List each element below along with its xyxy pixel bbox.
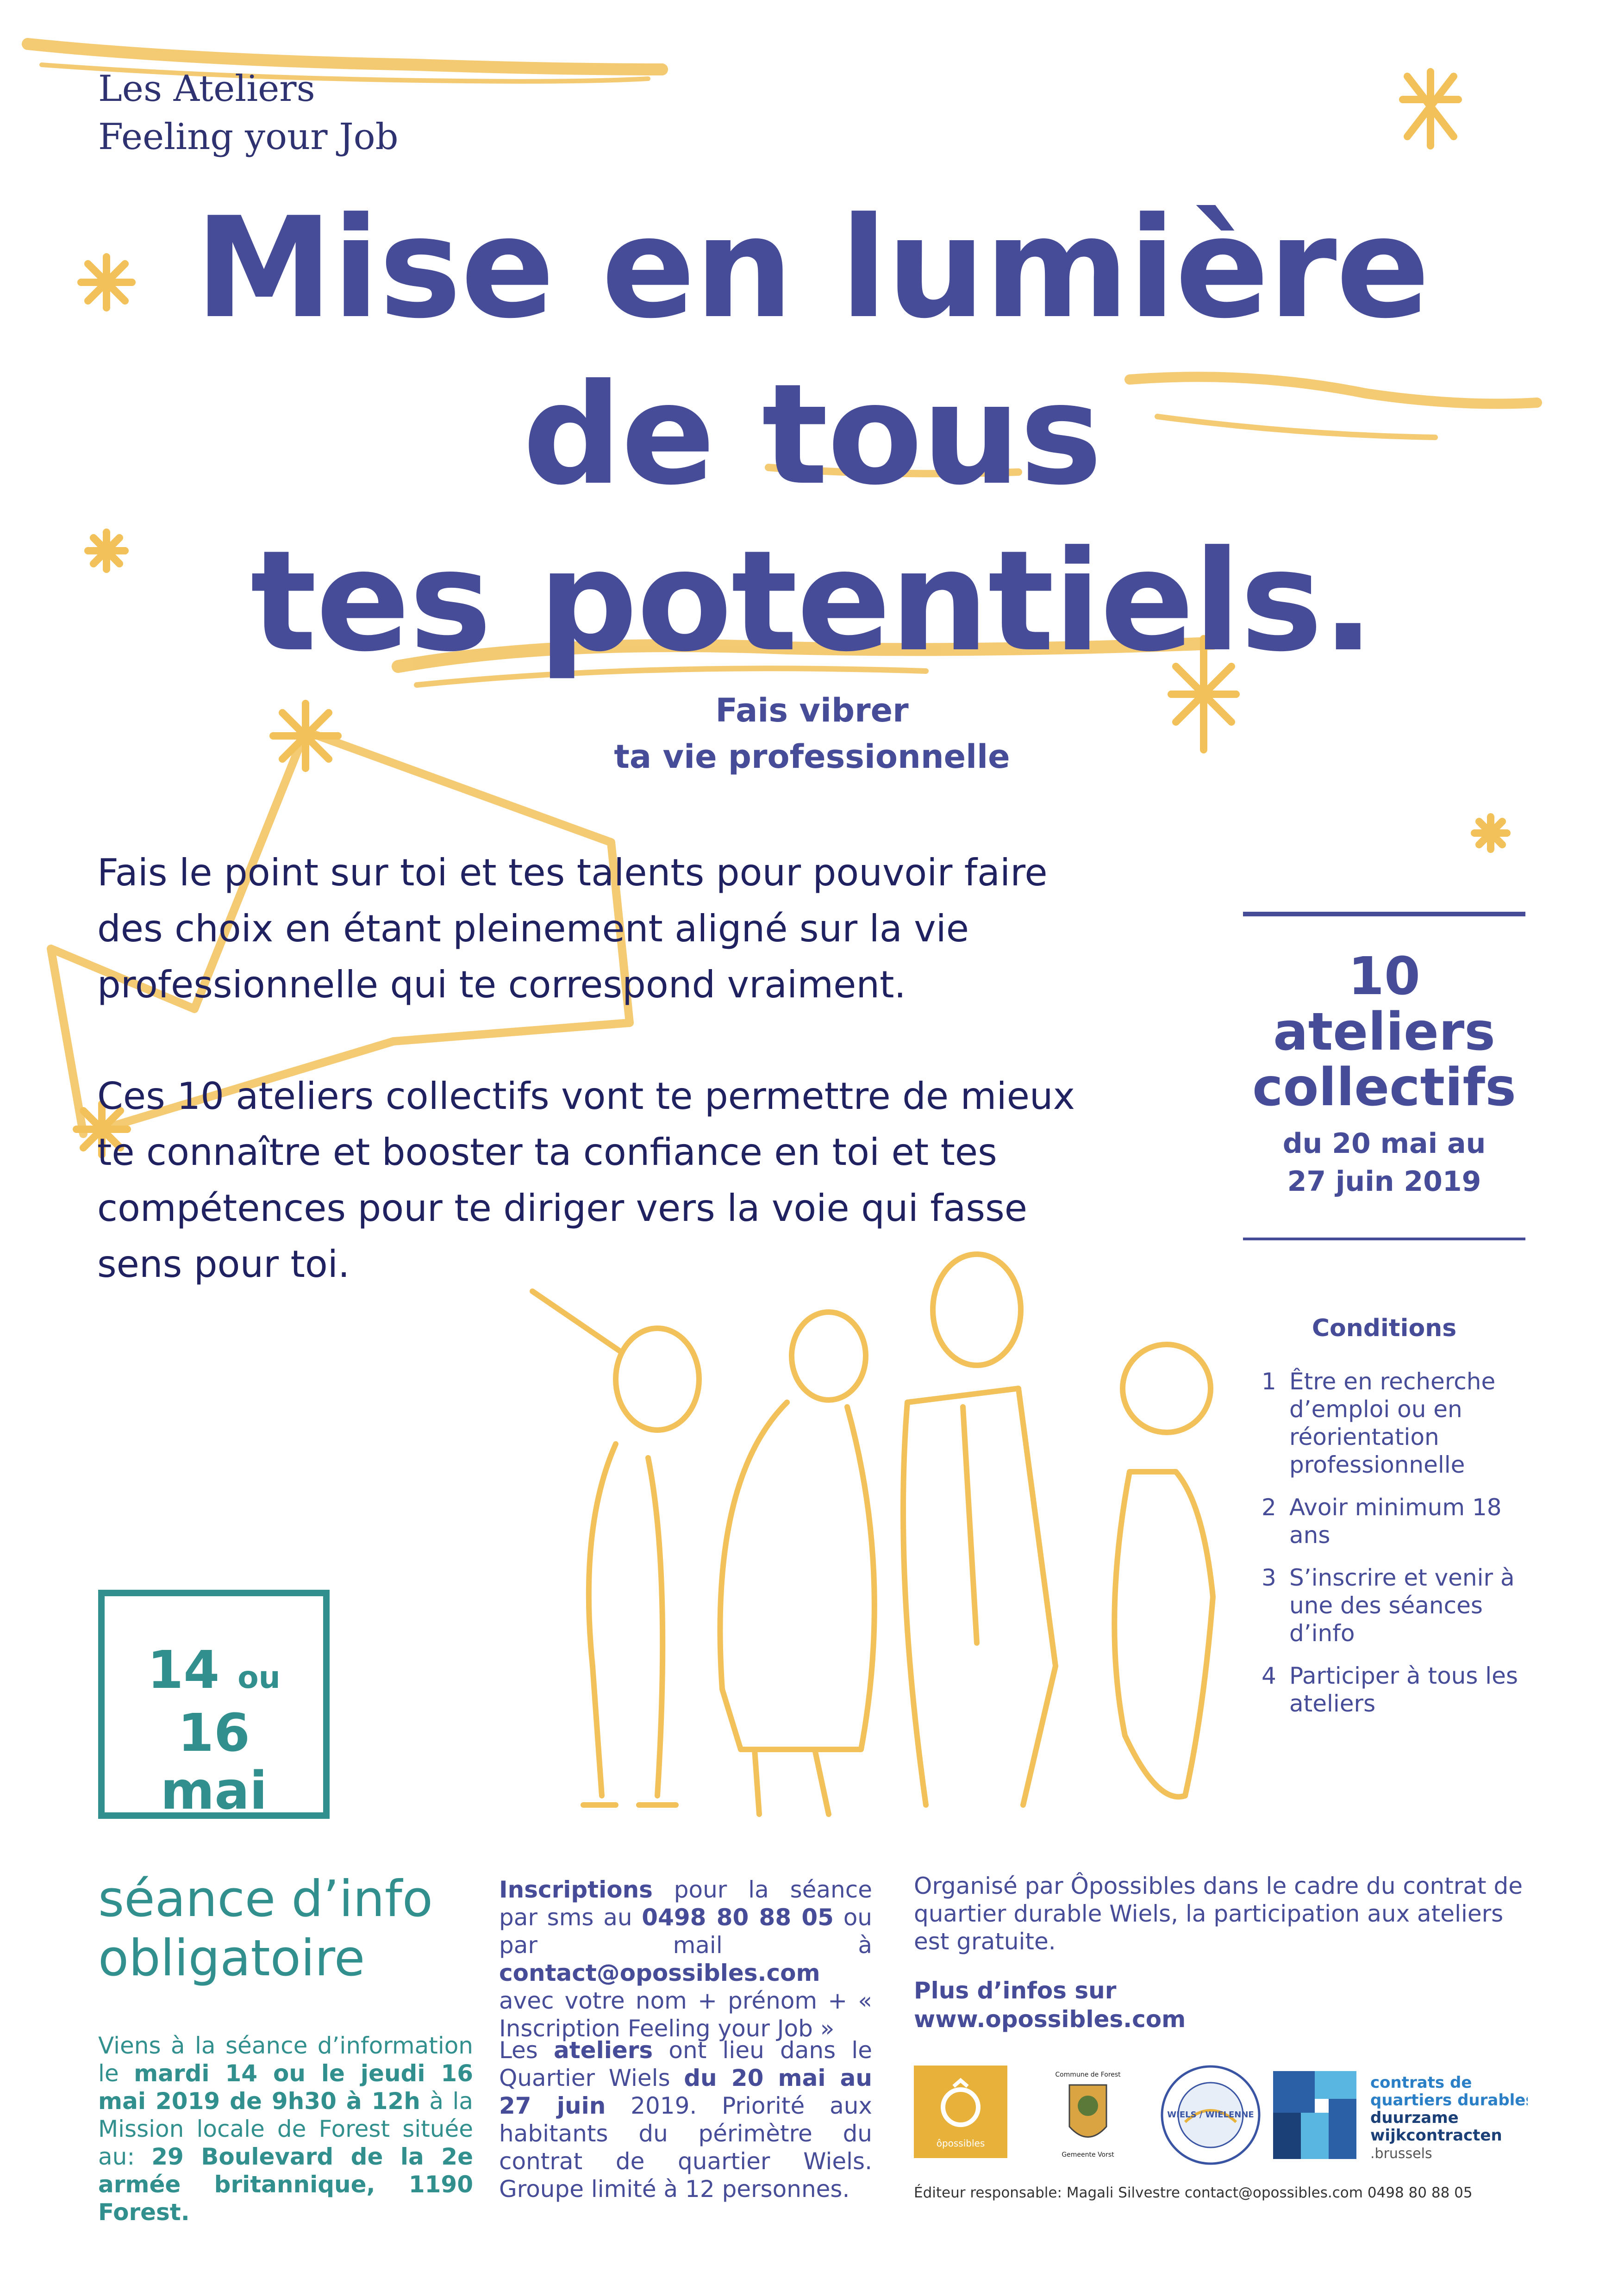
forest-logo-text: Commune de Forest [1055, 2071, 1121, 2078]
series-title-line2: Feeling your Job [98, 116, 399, 158]
workshops-dates-line2: 27 juin 2019 [1287, 1165, 1481, 1198]
seance-line1: séance d’info [98, 1870, 433, 1928]
condition-number: 3 [1262, 1564, 1276, 1591]
text: ont lieu dans le Quartier Wiels [499, 2037, 873, 2091]
intro-paragraph-2: Ces 10 ateliers collectifs vont te permettre de mieux te connaître et booster ta confiance en toi et tes compétences pour te diriger vers la voie qui fasse sens pour toi. [97, 1075, 1075, 1286]
headline-line3: tes potentiels. [250, 521, 1374, 682]
date-month: mai [160, 1761, 268, 1821]
emphasis: du 20 mai au 27 juin [499, 2065, 872, 2119]
seance-line2: obligatoire [98, 1929, 365, 1987]
headline-line1: Mise en lumière [194, 187, 1430, 349]
condition-item [1262, 1662, 1539, 1717]
workshops-dates [1243, 1125, 1525, 1201]
opossibles-logo-mark [914, 2066, 1007, 2158]
divider [1243, 912, 1525, 916]
subtitle [0, 687, 1624, 780]
condition-item [1262, 1493, 1539, 1549]
subtitle-line2: ta vie professionnelle [614, 738, 1010, 776]
condition-item [1262, 1564, 1539, 1647]
date-days [105, 1640, 323, 1763]
publisher-credit: Éditeur responsable: Magali Silvestre contact@opossibles.com 0498 80 88 05 [914, 2184, 1473, 2201]
info-session-date-box [98, 1590, 330, 1819]
subtitle-line1: Fais vibrer [715, 691, 909, 729]
emphasis: ateliers [554, 2037, 653, 2064]
wiels-contract-logo [1157, 2062, 1264, 2168]
cqd-text: wijkcontracten [1370, 2126, 1502, 2145]
opossibles-logo-text: ôpossibles [936, 2138, 985, 2149]
emphasis: mardi 14 ou le jeudi 16 mai 2019 de 9h30 à 12h [98, 2060, 473, 2115]
text: Les [499, 2037, 554, 2064]
quartiers-durables-logo [1273, 2071, 1528, 2164]
workshops-heading [1243, 946, 1525, 1118]
quartiers-durables-mark [1273, 2071, 1528, 2164]
wiels-seal [1157, 2062, 1264, 2168]
text: pour la séance par sms au [499, 1876, 872, 1931]
date-day1: 14 [147, 1640, 220, 1700]
text: Viens à la séance d’information le [98, 2032, 473, 2087]
workshops-line2: ateliers [1273, 1002, 1495, 1062]
headline-line2: de tous [522, 354, 1102, 516]
more-info [914, 1976, 1186, 2034]
date-day2: 16 [178, 1703, 250, 1763]
intro-paragraph-1: Fais le point sur toi et tes talents pour pouvoir faire des choix en étant pleinement aligné sur la vie professionnelle qui te correspond vraiment. [97, 851, 1048, 1006]
intro-text [97, 845, 1093, 1348]
cqd-text: .brussels [1370, 2146, 1432, 2162]
seance-title [98, 1870, 515, 1988]
condition-text: S’inscrire et venir à une des séances d’info [1289, 1564, 1515, 1647]
star-icon [1474, 817, 1507, 849]
website-link[interactable]: www.opossibles.com [914, 2006, 1186, 2033]
forest-crest [1049, 2066, 1127, 2159]
more-info-label: Plus d’infos sur [914, 1977, 1117, 2004]
workshops-line3: collectifs [1252, 1058, 1516, 1118]
series-title [98, 65, 399, 161]
cqd-text: duurzame [1370, 2109, 1459, 2127]
text: ou par mail à [499, 1904, 872, 1959]
wiels-logo-text: WIELS / WIELENNE [1167, 2110, 1254, 2120]
divider [1243, 1238, 1525, 1240]
date-connector: ou [237, 1660, 281, 1695]
email-link[interactable]: contact@opossibles.com [499, 1960, 820, 1986]
address: 29 Boulevard de la 2e armée britannique, 1190 Forest. [98, 2143, 473, 2226]
forest-commune-logo [1049, 2066, 1127, 2159]
text: 2019. Priorité aux habitants du périmètre du contrat de quartier Wiels. Groupe limité à 12 personnes. [499, 2092, 872, 2203]
text: avec votre nom + prénom + « Inscription Feeling your Job » [499, 1987, 872, 2042]
conditions-title: Conditions [1312, 1314, 1457, 1342]
workshops-block [1243, 912, 1525, 1240]
cqd-text: quartiers durables [1370, 2091, 1528, 2109]
headline [0, 185, 1624, 685]
organiser-text: Organisé par Ôpossibles dans le cadre du contrat de quartier durable Wiels, la participation aux ateliers est gratuite. [914, 1873, 1523, 1955]
emphasis: Inscriptions [499, 1876, 653, 1903]
condition-text: Avoir minimum 18 ans [1289, 1494, 1502, 1549]
workshops-dates-line1: du 20 mai au [1282, 1127, 1486, 1160]
condition-item [1262, 1368, 1539, 1479]
workshops-count: 10 [1348, 946, 1420, 1007]
star-icon [1403, 72, 1458, 146]
condition-number: 4 [1262, 1662, 1276, 1689]
condition-number: 1 [1262, 1368, 1276, 1395]
registration-details [499, 1876, 872, 2042]
cqd-text: contrats de [1370, 2073, 1472, 2092]
condition-text: Être en recherche d’emploi ou en réorientation professionnelle [1289, 1368, 1496, 1478]
forest-logo-text: Gemeente Vorst [1062, 2151, 1114, 2159]
workshop-location-details [499, 2036, 872, 2203]
condition-number: 2 [1262, 1494, 1276, 1521]
conditions-list [1262, 1368, 1539, 1732]
series-title-line1: Les Ateliers [98, 68, 315, 110]
info-session-details [98, 2032, 473, 2226]
text: à la Mission locale de Forest située au: [98, 2088, 473, 2170]
opossibles-logo [914, 2066, 1007, 2158]
condition-text: Participer à tous les ateliers [1289, 1662, 1518, 1717]
phone-number[interactable]: 0498 80 88 05 [642, 1904, 834, 1931]
